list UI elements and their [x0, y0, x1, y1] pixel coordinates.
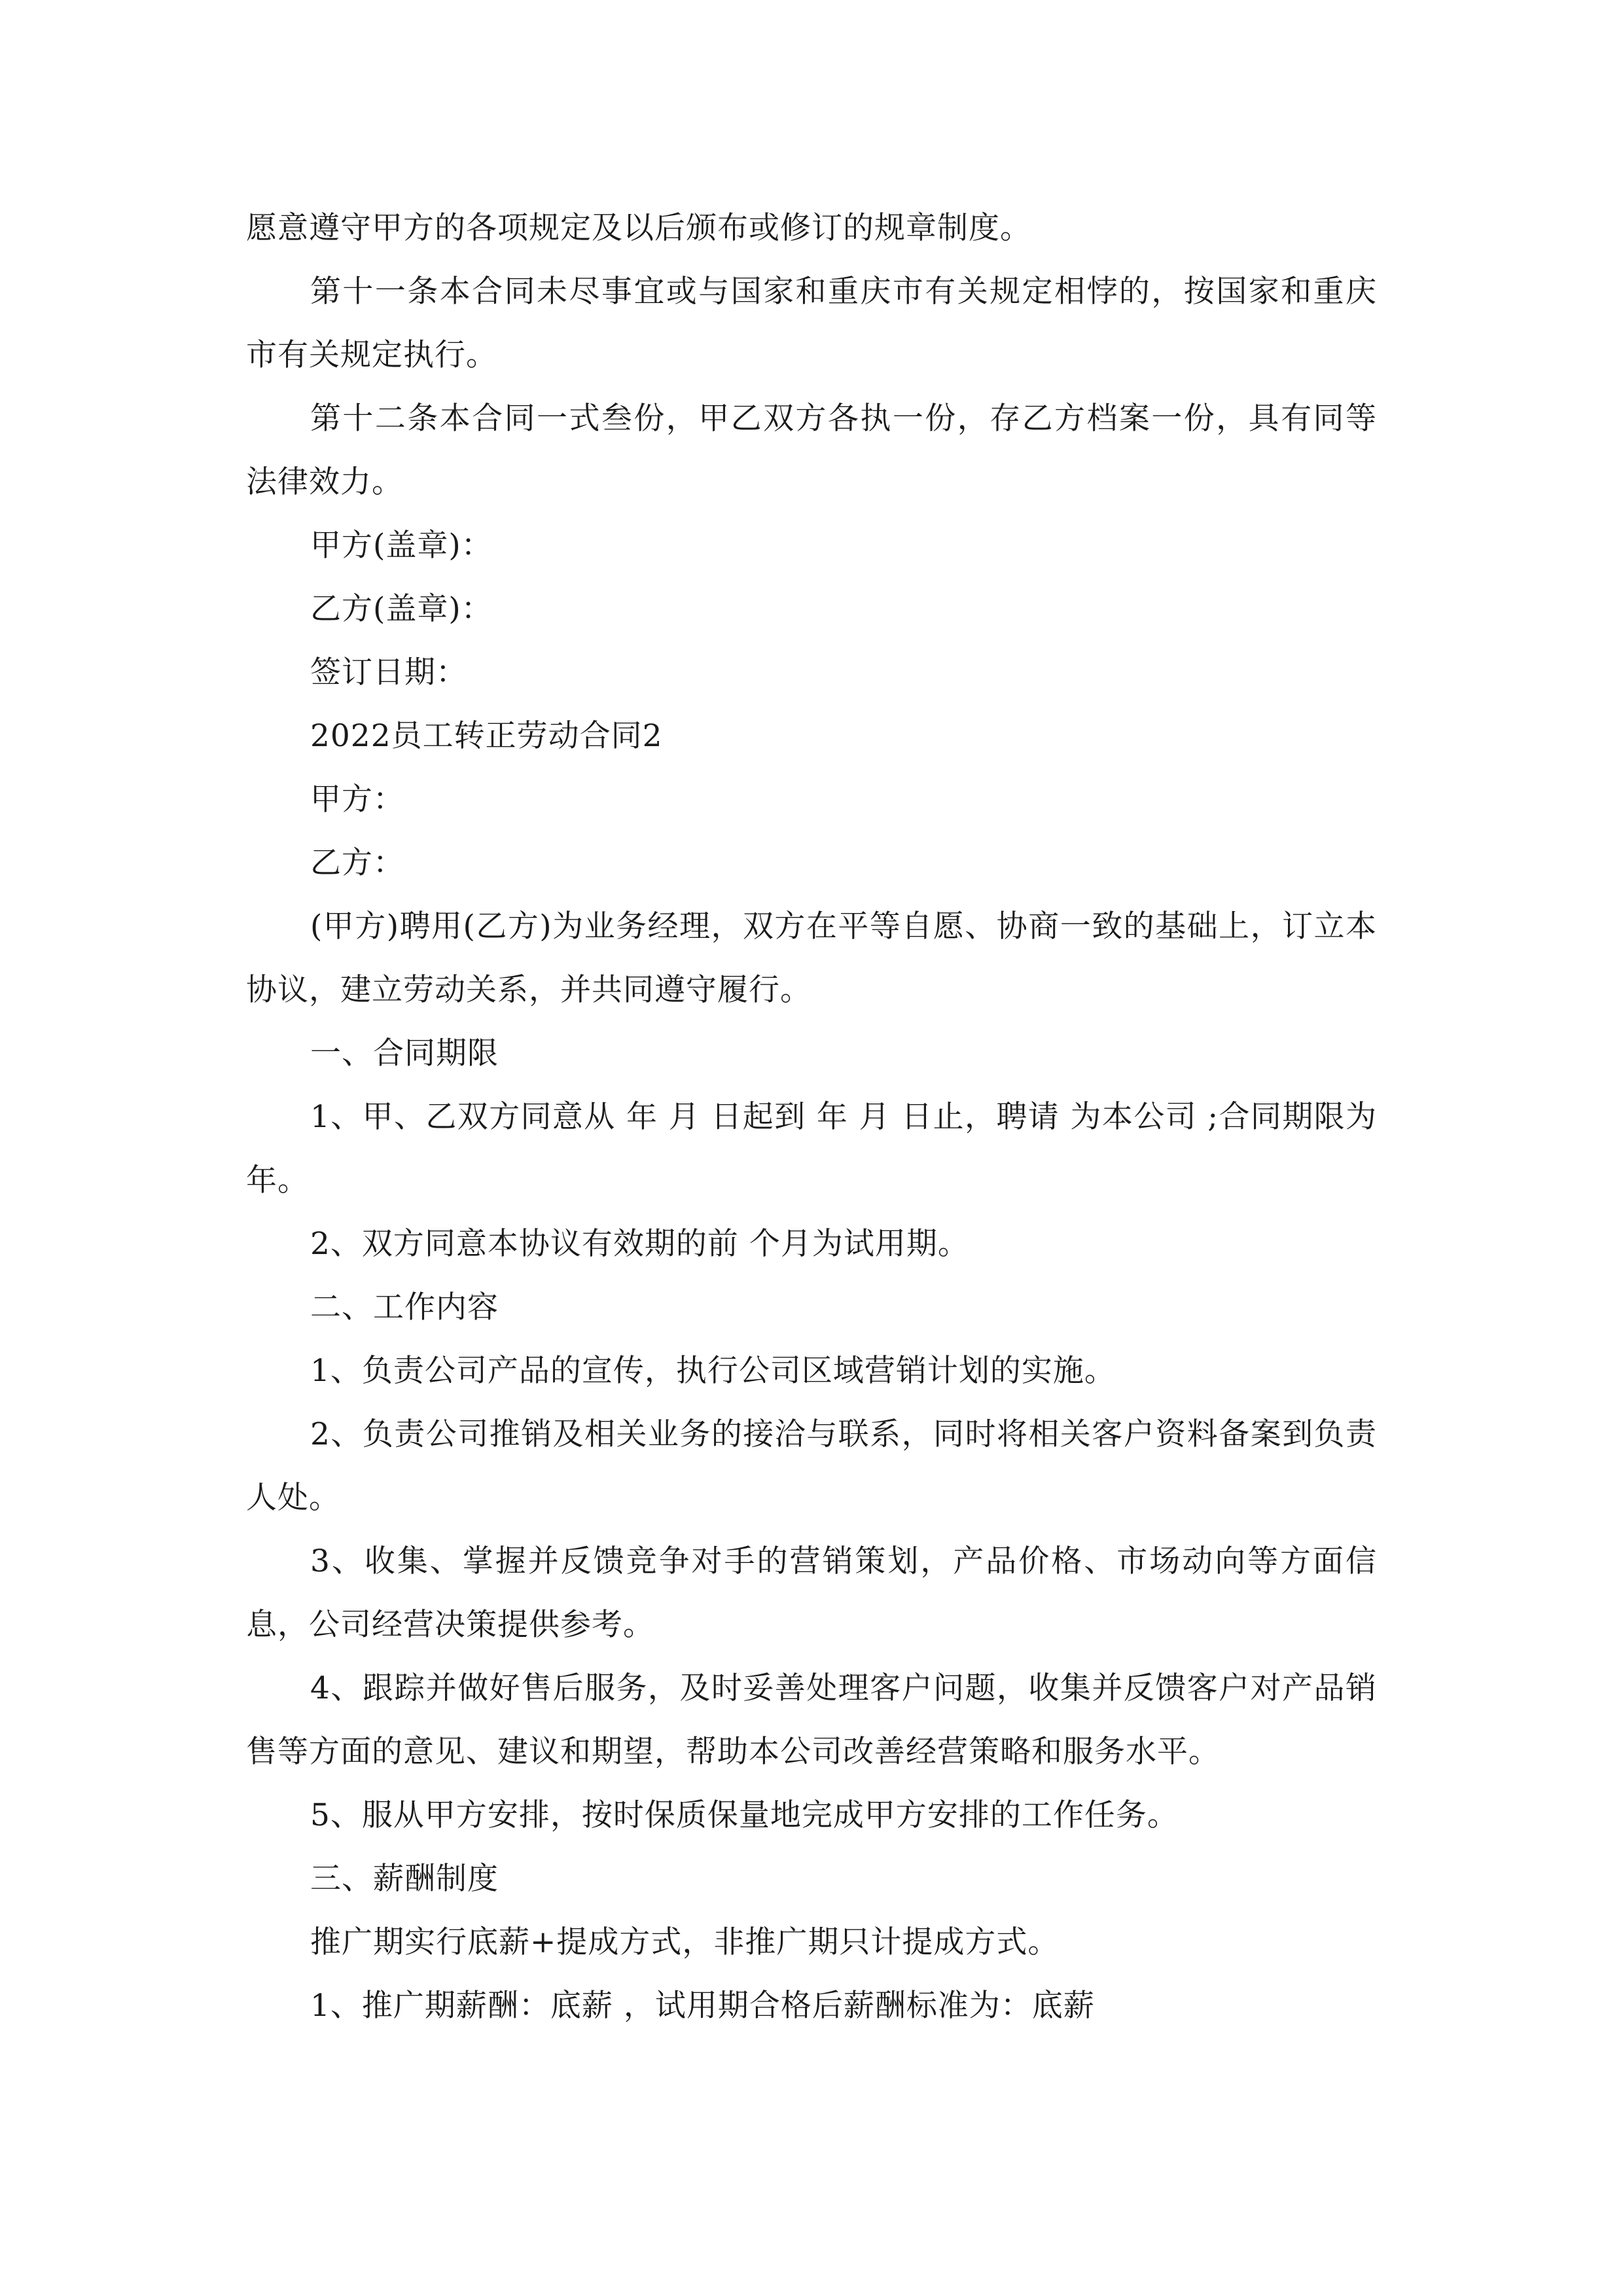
paragraph-article-11: 第十一条本合同未尽事宜或与国家和重庆市有关规定相悖的，按国家和重庆市有关规定执行。 — [246, 274, 1377, 373]
paragraph-agreement-intro: (甲方)聘用(乙方)为业务经理，双方在平等自愿、协商一致的基础上，订立本协议，建立劳动关系，并共同遵守履行。 — [246, 908, 1377, 1008]
paragraph-work-4: 4、跟踪并做好售后服务，及时妥善处理客户问题，收集并反馈客户对产品销售等方面的意见、建议和期望，帮助本公司改善经营策略和服务水平。 — [246, 1670, 1377, 1770]
paragraph-article-12: 第十二条本合同一式叁份，甲乙双方各执一份，存乙方档案一份，具有同等法律效力。 — [246, 401, 1377, 500]
party-a-line: 甲方： — [310, 781, 404, 817]
heading-contract-term: 一、合同期限 — [310, 1035, 499, 1071]
paragraph-work-1: 1、负责公司产品的宣传，执行公司区域营销计划的实施。 — [310, 1353, 1116, 1389]
paragraph-work-2: 2、负责公司推销及相关业务的接洽与联系，同时将相关客户资料备案到负责人处。 — [246, 1416, 1377, 1516]
paragraph-salary-intro: 推广期实行底薪+提成方式，非推广期只计提成方式。 — [310, 1924, 1060, 1960]
paragraph-term-2: 2、双方同意本协议有效期的前 个月为试用期。 — [310, 1226, 969, 1262]
paragraph-rules-compliance: 愿意遵守甲方的各项规定及以后颁布或修订的规章制度。 — [246, 210, 1031, 246]
document-body — [246, 196, 1377, 2037]
party-a-seal-line: 甲方(盖章)： — [310, 528, 493, 564]
signing-date-line: 签订日期： — [310, 655, 467, 691]
party-b-seal-line: 乙方(盖章)： — [310, 591, 493, 627]
section-title-contract-2: 2022员工转正劳动合同2 — [310, 718, 663, 754]
heading-work-content: 二、工作内容 — [310, 1289, 499, 1325]
paragraph-work-5: 5、服从甲方安排，按时保质保量地完成甲方安排的工作任务。 — [310, 1797, 1179, 1833]
party-b-line: 乙方： — [310, 845, 404, 881]
paragraph-salary-1: 1、推广期薪酬：底薪 ，试用期合格后薪酬标准为：底薪 — [310, 1988, 1095, 2024]
paragraph-work-3: 3、收集、掌握并反馈竞争对手的营销策划，产品价格、市场动向等方面信息，公司经营决策提供参考。 — [246, 1543, 1377, 1643]
paragraph-term-1: 1、甲、乙双方同意从 年 月 日起到 年 月 日止，聘请 为本公司 ;合同期限为 年。 — [246, 1099, 1377, 1198]
heading-salary-system: 三、薪酬制度 — [310, 1861, 499, 1897]
